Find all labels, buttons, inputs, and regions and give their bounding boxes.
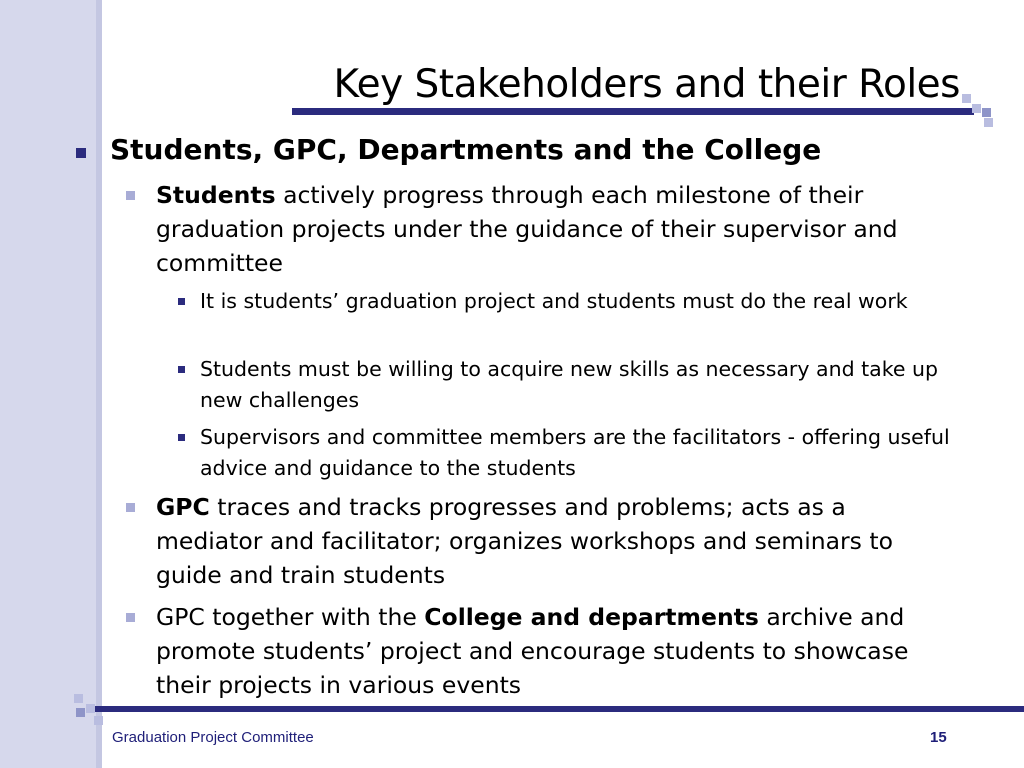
item-pre-text: GPC together with the xyxy=(156,603,425,631)
sub-bullet xyxy=(126,503,135,512)
item-text: actively progress through each milestone of their graduation projects under the guidance of their supervisor and committee xyxy=(156,181,898,277)
item-post-text: archive and promote students’ project and encourage students to showcase their projects in various events xyxy=(156,603,909,699)
sub-bullet xyxy=(126,613,135,622)
bullet-square xyxy=(76,148,86,158)
item-college xyxy=(156,600,956,702)
subitem: Students must be willing to acquire new skills as necessary and take up new challenges xyxy=(200,357,938,412)
decor-square xyxy=(982,108,991,117)
decor-square xyxy=(74,694,83,703)
sub-sub-bullet xyxy=(178,298,185,305)
sub-sub-bullet xyxy=(178,366,185,373)
sub-bullet xyxy=(126,191,135,200)
sub-sub-bullet xyxy=(178,434,185,441)
footer-rule xyxy=(94,706,1024,712)
decor-square xyxy=(962,94,971,103)
item-students xyxy=(156,178,956,280)
decor-square xyxy=(984,118,993,127)
decor-square xyxy=(972,104,981,113)
item-gpc xyxy=(156,490,956,592)
title-rule xyxy=(292,108,974,115)
left-decorative-band xyxy=(0,0,102,768)
decor-square xyxy=(86,704,95,713)
footer-committee-name: Graduation Project Committee xyxy=(112,729,314,746)
decor-square xyxy=(76,708,85,717)
subitem: Supervisors and committee members are the facilitators - offering useful advice and guidance to the students xyxy=(200,425,950,480)
left-band-edge xyxy=(96,0,102,768)
item-text: traces and tracks progresses and problems; acts as a mediator and facilitator; organizes workshops and seminars to guide and train students xyxy=(156,493,893,589)
page-number: 15 xyxy=(930,729,947,746)
decor-square xyxy=(94,716,103,725)
section-heading: Students, GPC, Departments and the College xyxy=(110,133,822,166)
slide-title: Key Stakeholders and their Roles xyxy=(333,62,960,107)
item-bold-prefix: Students xyxy=(156,181,276,209)
item-bold-prefix: GPC xyxy=(156,493,210,521)
item-bold-mid: College and departments xyxy=(424,603,759,631)
subitem: It is students’ graduation project and students must do the real work xyxy=(200,289,908,313)
